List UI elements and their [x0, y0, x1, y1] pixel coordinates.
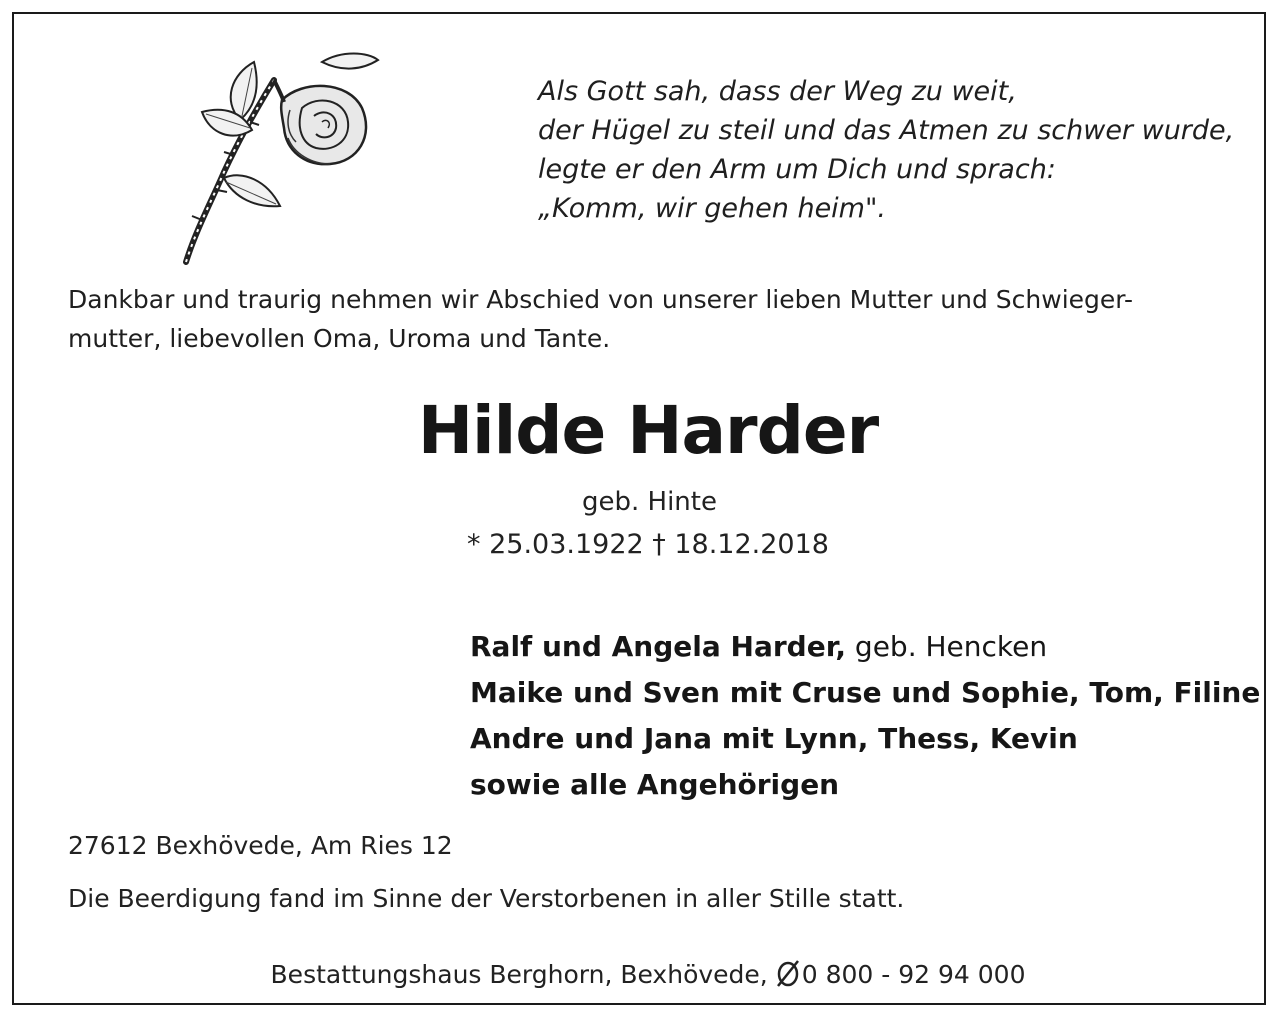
intro-text: [68, 280, 1248, 358]
obituary-frame: [12, 12, 1266, 1005]
burial-note: Die Beerdigung fand im Sinne der Verstorbenen in aller Stille statt.: [68, 884, 905, 913]
mourner-row: [470, 716, 1260, 762]
mourner-maiden-name: geb. Hencken: [846, 630, 1048, 663]
poem: [538, 72, 1258, 228]
life-dates: * 25.03.1922 † 18.12.2018: [467, 529, 829, 560]
mourner-names: Andre und Jana mit Lynn, Thess, Kevin: [470, 722, 1078, 755]
mourner-row: [470, 670, 1260, 716]
phone-icon: [774, 958, 802, 988]
mourner-names: sowie alle Angehörigen: [470, 768, 840, 801]
mourner-names: Maike und Sven mit Cruse und Sophie, Tom, Filine: [470, 676, 1261, 709]
address: 27612 Bexhövede, Am Ries 12: [68, 831, 453, 860]
poem-line: Als Gott sah, dass der Weg zu weit,: [538, 76, 1017, 107]
maiden-name: geb. Hinte: [582, 487, 717, 517]
mourner-row: [470, 762, 1260, 808]
mourner-names: Ralf und Angela Harder,: [470, 630, 847, 663]
mourners-list: [470, 624, 1260, 808]
poem-line: „Komm, wir gehen heim".: [538, 193, 886, 224]
rose-icon: [162, 50, 392, 270]
mourner-row: [470, 624, 1260, 670]
phone-number: 0 800 - 92 94 000: [801, 960, 1026, 989]
intro-line: mutter, liebevollen Oma, Uroma und Tante.: [68, 324, 611, 353]
funeral-home: [14, 958, 1280, 989]
poem-line: legte er den Arm um Dich und sprach:: [538, 154, 1056, 185]
intro-line: Dankbar und traurig nehmen wir Abschied von unserer lieben Mutter und Schwieger-: [68, 285, 1133, 314]
deceased-name: Hilde Harder: [417, 392, 879, 469]
funeral-home-name: Bestattungshaus Berghorn, Bexhövede,: [270, 960, 768, 989]
poem-line: der Hügel zu steil und das Atmen zu schwer wurde,: [538, 115, 1235, 146]
